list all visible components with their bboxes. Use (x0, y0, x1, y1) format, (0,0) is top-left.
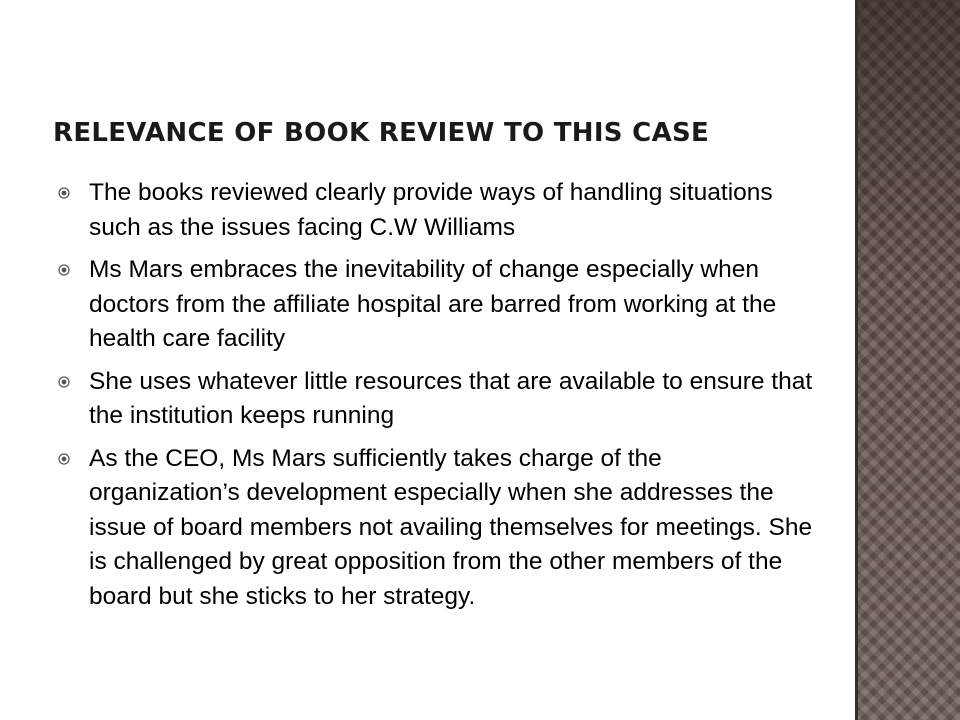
circled-dot-icon (58, 376, 70, 388)
bullet-item (55, 176, 815, 245)
side-panel-edge (855, 0, 858, 720)
bullet-item (55, 253, 815, 357)
bullet-text: She uses whatever little resources that are available to ensure that the institution keeps running (89, 367, 813, 429)
bullet-text: Ms Mars embraces the inevitability of change especially when doctors from the affiliate hospital are barred from working at the health care facility (89, 256, 777, 352)
bullet-item (55, 442, 815, 615)
bullet-text: As the CEO, Ms Mars sufficiently takes charge of the organization’s development especially when she addresses the issue of board members not availing themselves for meetings. She is challenged by great opposition from the other members of the board but she sticks to her strategy. (89, 444, 813, 610)
bullet-item (55, 365, 815, 434)
circled-dot-icon (58, 453, 70, 465)
decorative-side-panel (855, 0, 960, 720)
circled-dot-icon (58, 187, 70, 199)
bullet-list (55, 176, 815, 622)
circled-dot-icon (58, 264, 70, 276)
bullet-text: The books reviewed clearly provide ways of handling situations such as the issues facing C.W Williams (89, 179, 773, 241)
slide-title: RELEVANCE OF BOOK REVIEW TO THIS CASE (53, 118, 710, 148)
